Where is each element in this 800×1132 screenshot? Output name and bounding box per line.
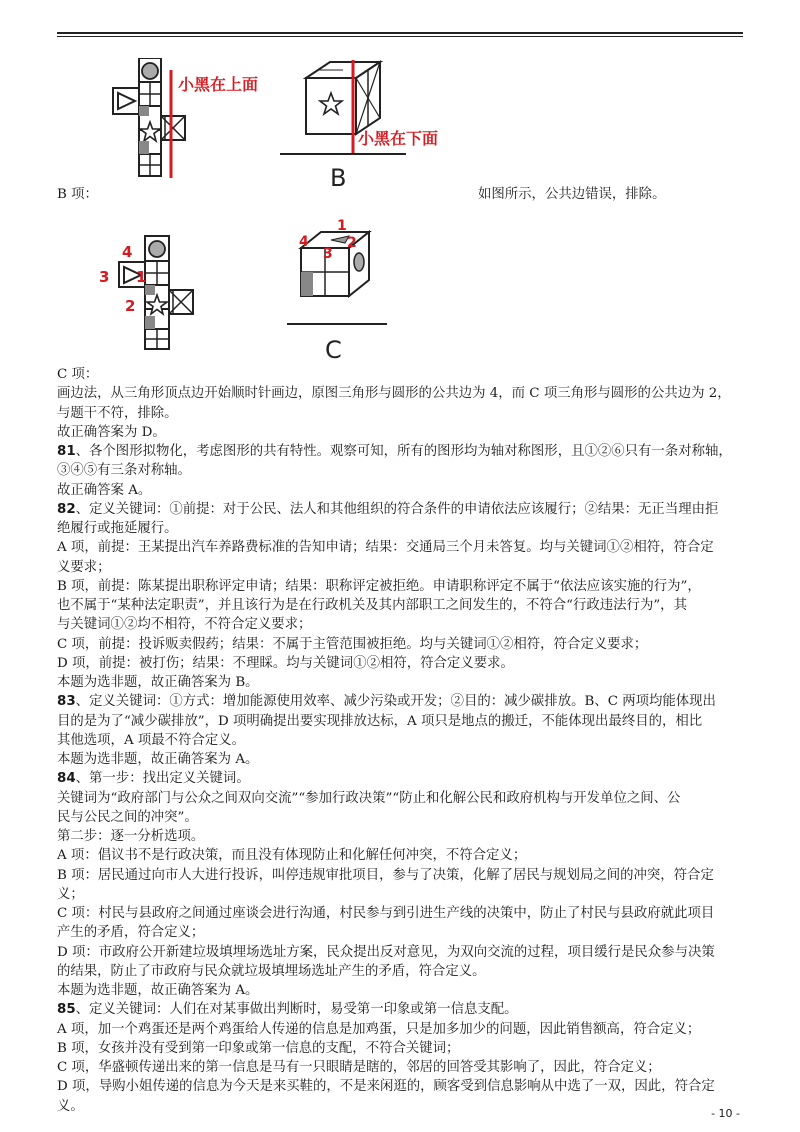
text-line xyxy=(57,982,747,1001)
line-text: 民与公民之间的冲突”。 xyxy=(57,809,198,825)
question-number: 84 xyxy=(57,771,76,787)
text-line xyxy=(57,482,747,501)
figure-b-cube-label: 小黑在下面 xyxy=(358,129,439,148)
option-b-note: 如图所示，公共边错误，排除。 xyxy=(478,187,666,202)
text-line xyxy=(57,559,747,578)
line-text: 与题干不符，排除。 xyxy=(57,405,178,421)
question-number: 81 xyxy=(57,444,76,459)
text-line xyxy=(57,963,747,982)
line-text: 、定义关键词：①前提：对于公民、法人和其他组织的符合条件的申请依法应该履行；②结果：无正当理由拒 xyxy=(75,501,719,517)
line-text: 义； xyxy=(57,886,84,902)
text-line xyxy=(57,828,747,847)
line-text: 画边法，从三角形顶点边开始顺时针画边，原图三角形与圆形的公共边为 4，而 C 项三角形与圆形的公共边为 2， xyxy=(57,386,731,402)
option-b-label: B 项： xyxy=(57,187,98,202)
question-82-line xyxy=(57,501,747,520)
question-85-line xyxy=(57,1001,747,1020)
text-line xyxy=(57,1021,747,1040)
text-line xyxy=(57,405,747,424)
line-text: C 项，前提：投诉贩卖假药；结果：不属于主管范围被拒绝。均与关键词①②相符，符合定义要求； xyxy=(57,636,648,652)
text-line xyxy=(57,867,747,886)
line-text: B 项，女孩并没有受到第一印象或第一信息的支配，不符合关键词； xyxy=(57,1040,460,1056)
figure-c-net-num-4: 4 xyxy=(122,243,133,261)
text-line xyxy=(57,636,747,655)
line-text: 与关键词①②均不相符，不符合定义要求； xyxy=(57,617,312,633)
text-line xyxy=(57,539,747,558)
line-text: 第二步：逐一分析选项。 xyxy=(57,829,205,844)
text-line xyxy=(57,655,747,674)
line-text: 、第一步：找出定义关键词。 xyxy=(75,771,250,787)
question-83-line xyxy=(57,693,747,712)
text-line xyxy=(57,847,747,866)
line-text: 义要求； xyxy=(57,559,111,575)
line-text: B 项：居民通过向市人大进行投诉，叫停违规审批项目，参与了决策，化解了居民与规划局之间的冲突，符合定 xyxy=(57,867,714,883)
line-text: 绝履行或拖延履行。 xyxy=(57,521,178,536)
line-text: 也不属于“某种法定职责”，并且该行为是在行政机关及其内部职工之间发生的，不符合“行政违法行为”，其 xyxy=(57,598,687,613)
line-text: D 项：市政府公开新建垃圾填埋场选址方案，民众提出反对意见，为双向交流的过程，项目缓行是民众参与决策 xyxy=(57,944,715,960)
text-line xyxy=(57,790,747,809)
line-text: 、定义关键词：人们在对某事做出判断时，易受第一印象或第一信息支配。 xyxy=(75,1002,518,1018)
text-line xyxy=(57,1040,747,1059)
question-number: 83 xyxy=(57,694,76,710)
text-line xyxy=(57,520,747,539)
text-line xyxy=(57,751,747,770)
line-text: 关键词为“政府部门与公众之间双向交流”“参加行政决策”“防止和化解公民和政府机构与开发单位之间、公 xyxy=(57,790,681,806)
question-number: 85 xyxy=(57,1002,76,1018)
line-text: 故正确答案 A。 xyxy=(57,482,152,498)
line-text: C 项： xyxy=(57,367,99,382)
line-text: A 项：倡议书不是行政决策，而且没有体现防止和化解任何冲突，不符合定义； xyxy=(57,848,527,864)
text-line xyxy=(57,809,747,828)
line-text: 本题为选非题，故正确答案为 B。 xyxy=(57,675,259,690)
line-text: 的结果，防止了市政府与民众就垃圾填埋场选址产生的矛盾，符合定义。 xyxy=(57,963,486,979)
text-line xyxy=(57,578,747,597)
header-rule-thin xyxy=(57,36,743,37)
figure-b-letter: B xyxy=(330,164,347,192)
figure-c-net xyxy=(95,232,225,356)
figure-c-net-num-1: 1 xyxy=(136,268,147,286)
line-text: B 项，前提：陈某提出职称评定申请；结果：职称评定被拒绝。申请职称评定不属于“依法应该实施的行为”， xyxy=(57,578,701,594)
figure-c-net-num-3: 3 xyxy=(99,268,110,286)
figure-b-cube xyxy=(278,58,478,193)
figure-c-cube-num-2: 2 xyxy=(347,235,357,251)
text-line xyxy=(57,944,747,963)
line-text: 、各个图形拟物化，考虑图形的共有特性。观察可知，所有的图形均为轴对称图形，且①②⑥只有一条对称轴， xyxy=(75,444,732,459)
text-line xyxy=(57,1098,747,1117)
text-line xyxy=(57,905,747,924)
text-line xyxy=(57,385,747,404)
page-number: - 10 - xyxy=(711,1107,740,1120)
text-line xyxy=(57,424,747,443)
question-81-line xyxy=(57,443,747,462)
figure-c-net-num-2: 2 xyxy=(125,297,136,315)
text-line xyxy=(57,674,747,693)
text-line xyxy=(57,924,747,943)
line-text: 义。 xyxy=(57,1098,84,1114)
line-text: 、定义关键词：①方式：增加能源使用效率、减少污染或开发；②目的：减少碳排放。B、C 两项均能体现出 xyxy=(75,694,716,710)
line-text: ③④⑤有三条对称轴。 xyxy=(57,463,191,479)
figure-b-net-label: 小黑在上面 xyxy=(178,75,259,94)
text-line xyxy=(57,1059,747,1078)
text-line xyxy=(57,597,747,616)
figure-c-cube-num-1: 1 xyxy=(337,218,347,234)
text-line xyxy=(57,1078,747,1097)
line-text: 其他选项，A 项最不符合定义。 xyxy=(57,732,246,748)
line-text: 目的是为了“减少碳排放”，D 项明确提出要实现排放达标，A 项只是地点的搬迁，不能体现出最终目的，相比 xyxy=(57,713,703,729)
header-rule xyxy=(57,32,743,34)
line-text: D 项，前提：被打伤；结果：不理睬。均与关键词①②相符，符合定义要求。 xyxy=(57,655,514,671)
line-text: 故正确答案为 D。 xyxy=(57,424,166,440)
line-text: A 项，前提：王某提出汽车养路费标准的告知申请；结果：交通局三个月未答复。均与关键词①②相符，符合定 xyxy=(57,540,714,556)
figure-c-cube-num-4: 4 xyxy=(299,234,309,250)
text-line xyxy=(57,616,747,635)
line-text: D 项，导购小姐传递的信息为今天是来买鞋的，不是来闲逛的，顾客受到信息影响从中选了一双，因此，符合定 xyxy=(57,1079,715,1095)
line-text: 本题为选非题，故正确答案为 A。 xyxy=(57,752,259,767)
figure-c-cube-num-3: 3 xyxy=(323,246,333,262)
question-number: 82 xyxy=(57,501,76,517)
line-text: 本题为选非题，故正确答案为 A。 xyxy=(57,983,259,998)
line-text: C 项，华盛顿传递出来的第一信息是马有一只眼睛是瞎的，邻居的回答受其影响了，因此，符合定义； xyxy=(57,1060,661,1075)
text-line xyxy=(57,732,747,751)
text-line xyxy=(57,462,747,481)
line-text: A 项，加一个鸡蛋还是两个鸡蛋给人传递的信息是加鸡蛋，只是加多加少的问题，因此销售额高，符合定义； xyxy=(57,1021,701,1037)
line-text: C 项：村民与县政府之间通过座谈会进行沟通，村民参与到引进生产线的决策中，防止了村民与县政府就此项目 xyxy=(57,906,715,921)
text-line xyxy=(57,366,747,385)
figure-c-cube xyxy=(285,212,395,364)
text-line xyxy=(57,886,747,905)
question-84-line xyxy=(57,770,747,789)
line-text: 产生的矛盾，符合定义； xyxy=(57,925,205,941)
text-line xyxy=(57,713,747,732)
figure-c-letter: C xyxy=(325,336,342,364)
